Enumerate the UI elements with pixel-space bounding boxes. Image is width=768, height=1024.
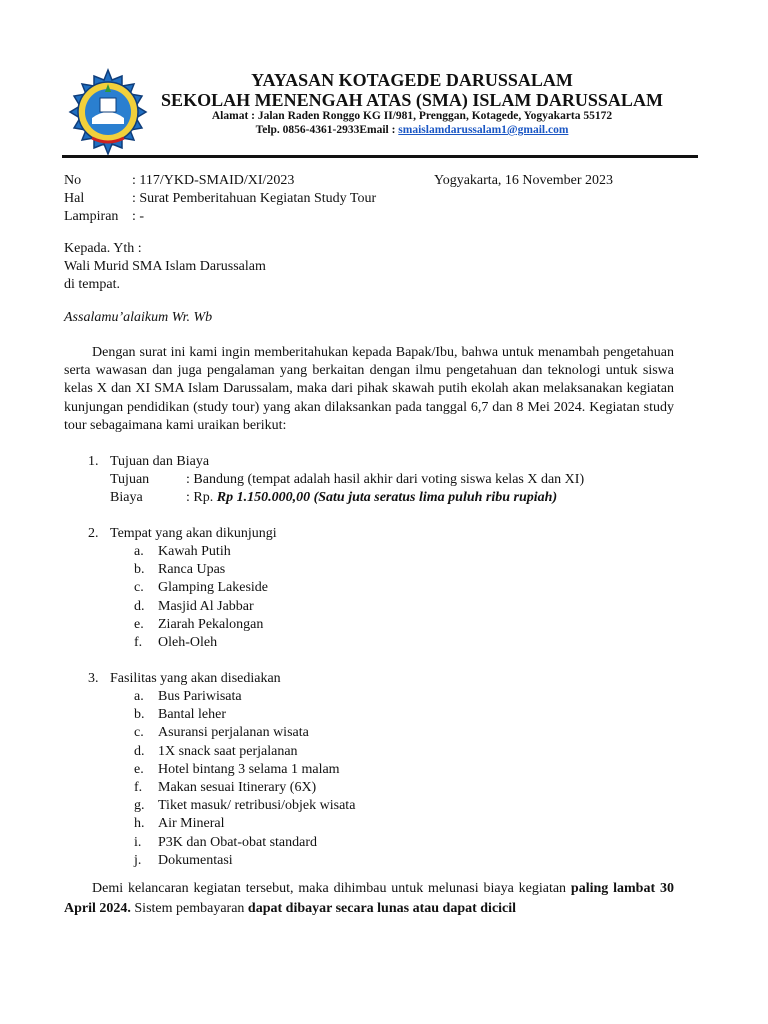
place-item-letter: e. bbox=[134, 616, 144, 632]
closing-part-2: Sistem pembayaran bbox=[130, 901, 248, 916]
school-name: SEKOLAH MENENGAH ATAS (SMA) ISLAM DARUSSALAM bbox=[161, 90, 663, 110]
place-item-text: Oleh-Oleh bbox=[158, 635, 218, 650]
place-item-text: Ranca Upas bbox=[158, 562, 226, 578]
facility-item-letter: g. bbox=[134, 798, 145, 814]
facility-item-text: Dokumentasi bbox=[158, 852, 233, 868]
facility-item-letter: a. bbox=[134, 689, 144, 704]
intro-paragraph: Dengan surat ini kami ingin memberitahukan kepada Bapak/Ibu, bahwa untuk menambah pengetahuan serta wawasan dan juga pengalaman yang berkaitan dengan ilmu pengetahuan dan teknologi untuk siswa kelas X dan XI SMA Islam Darussalam, maka dari pihak skawah putih ekolah akan melaksanakan kegiatan kunjungan pendidikan (study tour) yang akan dilaksankan pada tanggal 6,7 dan 8 Mei 2024. Kegiatan study tour sebagaimana kami uraikan berikut: bbox=[64, 345, 674, 433]
contact-line bbox=[0, 124, 768, 136]
no-label: No bbox=[64, 173, 82, 188]
school-address: Alamat : Jalan Raden Ronggo KG II/981, Prenggan, Kotagede, Yogyakarta 55172 bbox=[211, 110, 613, 122]
letterhead-divider bbox=[62, 155, 698, 158]
place-item-letter: b. bbox=[134, 562, 145, 578]
biaya-line bbox=[186, 489, 557, 507]
place-item-letter: a. bbox=[134, 544, 144, 559]
facility-item-text: Asuransi perjalanan wisata bbox=[158, 725, 309, 741]
place-item-text: Ziarah Pekalongan bbox=[158, 616, 264, 632]
closing-part-1: Demi kelancaran kegiatan tersebut, maka dihimbau untuk melunasi biaya kegiatan bbox=[92, 881, 571, 896]
lampiran-label: Lampiran bbox=[64, 209, 119, 224]
closing-paragraph bbox=[64, 879, 674, 919]
facility-item-letter: b. bbox=[134, 707, 145, 723]
greeting: Assalamu’alaikum Wr. Wb bbox=[64, 310, 213, 325]
place-item-text: Glamping Lakeside bbox=[158, 580, 269, 596]
closing-bold-2: dapat dibayar secara lunas atau dapat dicicil bbox=[247, 901, 517, 916]
lampiran-value: : - bbox=[132, 209, 145, 224]
place-item-letter: d. bbox=[134, 598, 145, 614]
tujuan-label: Tujuan bbox=[110, 472, 150, 487]
facility-item-letter: i. bbox=[134, 834, 142, 850]
email-link[interactable]: smaislamdarussalam1@gmail.com bbox=[398, 124, 569, 136]
recipient-line-2: Wali Murid SMA Islam Darussalam bbox=[64, 259, 266, 274]
facility-item-letter: c. bbox=[134, 725, 144, 741]
facility-item-letter: e. bbox=[134, 761, 144, 777]
facility-item-letter: j. bbox=[134, 852, 142, 868]
place-item-letter: f. bbox=[134, 635, 143, 650]
facility-item-letter: d. bbox=[134, 743, 145, 759]
tujuan-value: : Bandung (tempat adalah hasil akhir dari voting siswa kelas X dan XI) bbox=[186, 472, 585, 487]
facility-item-text: Bantal leher bbox=[158, 707, 227, 723]
facility-item-text: 1X snack saat perjalanan bbox=[158, 743, 298, 759]
section-1-title: Tujuan dan Biaya bbox=[110, 454, 210, 469]
recipient-line-1: Kepada. Yth : bbox=[64, 241, 142, 256]
place-item-text: Kawah Putih bbox=[158, 544, 231, 559]
biaya-value: Rp 1.150.000,00 (Satu juta seratus lima puluh ribu rupiah) bbox=[216, 490, 558, 505]
facility-item-text: Hotel bintang 3 selama 1 malam bbox=[158, 761, 340, 777]
place-date: Yogyakarta, 16 November 2023 bbox=[434, 173, 613, 188]
no-value: : 117/YKD-SMAID/XI/2023 bbox=[132, 173, 295, 188]
foundation-name: YAYASAN KOTAGEDE DARUSSALAM bbox=[251, 70, 573, 90]
closing-bold-1: paling lambat 30 April 2024. bbox=[64, 881, 674, 916]
section-2-number: 2. bbox=[88, 526, 99, 541]
facility-item-text: Bus Pariwisata bbox=[158, 689, 242, 704]
facility-item-text: Makan sesuai Itinerary (6X) bbox=[158, 780, 317, 795]
place-item-text: Masjid Al Jabbar bbox=[158, 598, 254, 614]
section-3-title: Fasilitas yang akan disediakan bbox=[110, 671, 281, 686]
hal-value: : Surat Pemberitahuan Kegiatan Study Tour bbox=[132, 191, 377, 206]
facility-item-letter: h. bbox=[134, 816, 145, 832]
section-1-number: 1. bbox=[88, 454, 99, 469]
facility-item-text: Tiket masuk/ retribusi/objek wisata bbox=[158, 798, 356, 814]
section-3-number: 3. bbox=[88, 671, 99, 686]
biaya-prefix: : Rp. bbox=[186, 490, 217, 505]
facility-item-letter: f. bbox=[134, 780, 143, 795]
phone-text: Telp. 0856-4361-2933Email : bbox=[255, 124, 399, 136]
recipient-line-3: di tempat. bbox=[64, 277, 120, 292]
hal-label: Hal bbox=[64, 191, 85, 206]
section-2-title: Tempat yang akan dikunjungi bbox=[110, 526, 277, 541]
facility-item-text: Air Mineral bbox=[158, 816, 225, 832]
facility-item-text: P3K dan Obat-obat standard bbox=[158, 834, 318, 850]
place-item-letter: c. bbox=[134, 580, 144, 596]
biaya-label: Biaya bbox=[110, 490, 143, 505]
